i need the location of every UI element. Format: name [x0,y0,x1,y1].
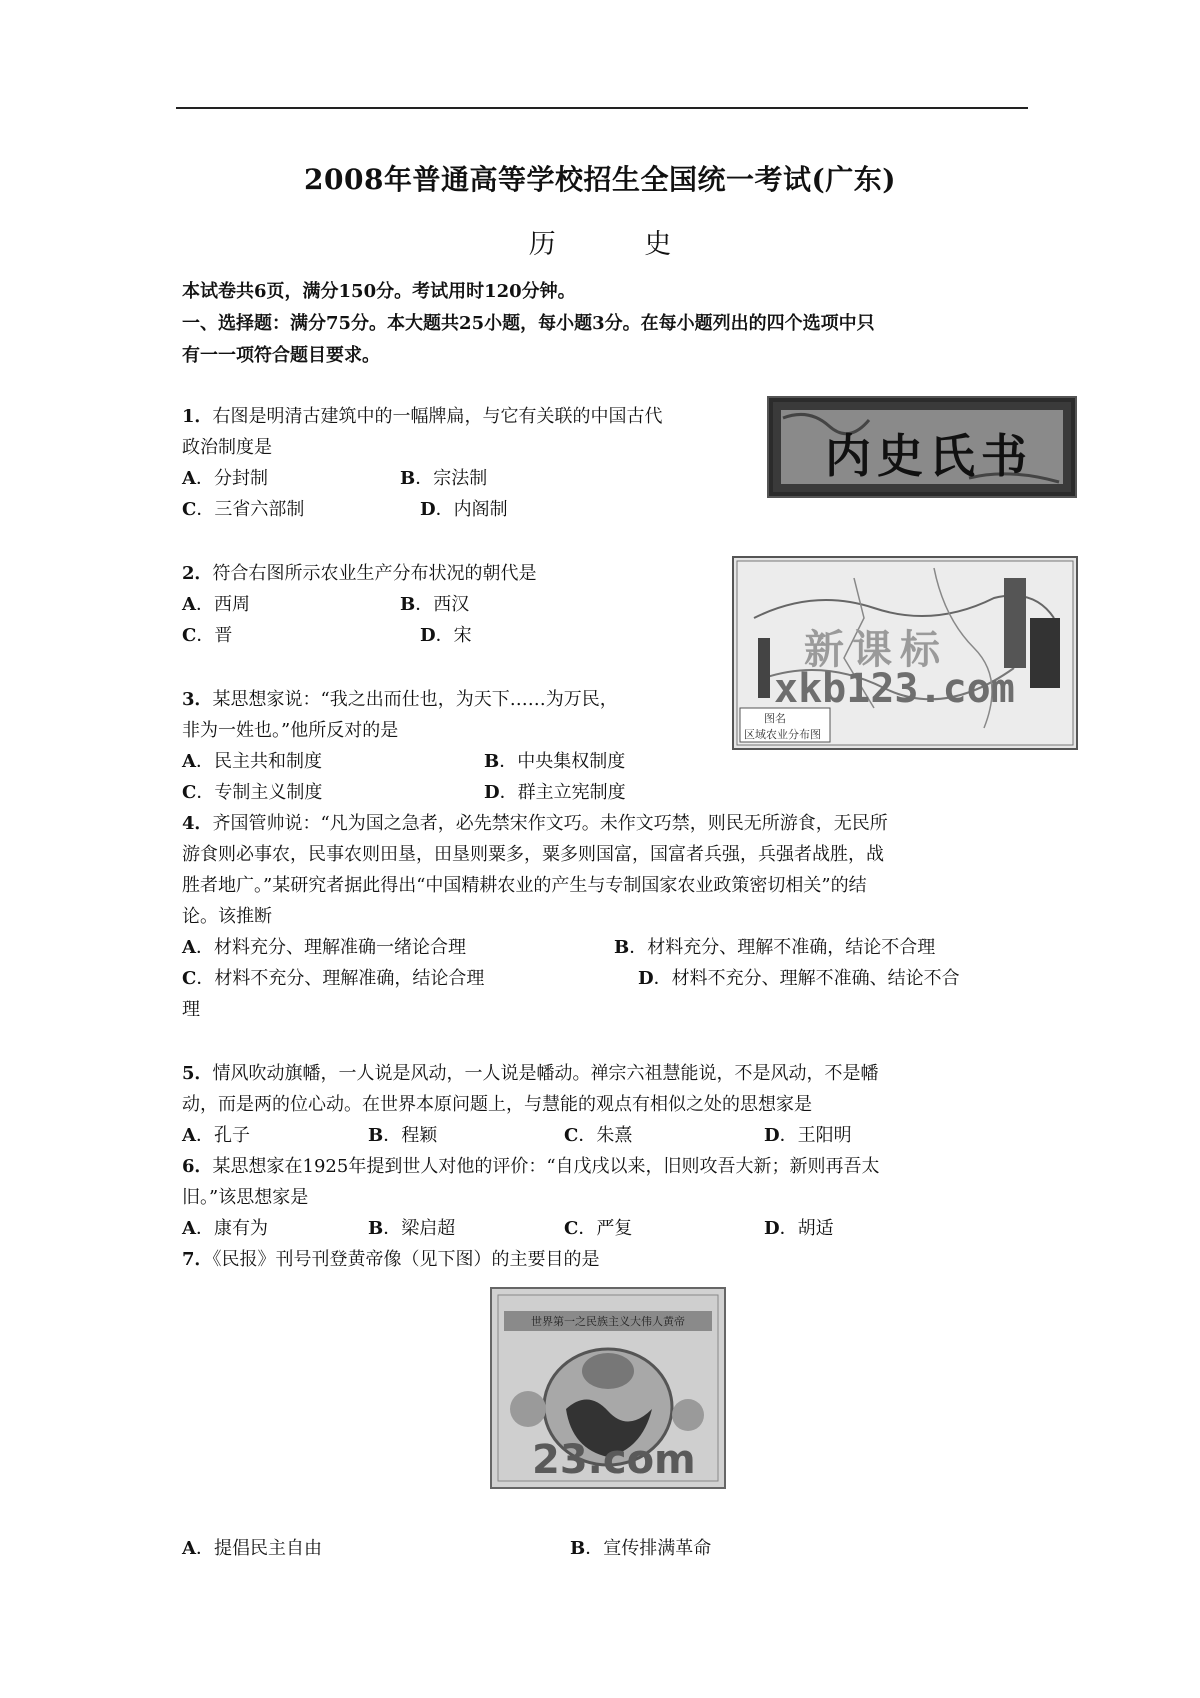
question-6 [182,1151,1032,1244]
option-letter: D [638,968,654,989]
option-letter: A [182,1538,196,1559]
option-text: ．梁启超 [383,1218,456,1239]
option-letter: D [420,499,436,520]
question-text: 右图是明清古建筑中的一幅牌扁，与它有关联的中国古代 [212,406,663,427]
options-row [182,777,882,808]
question-number: 1． [182,406,213,427]
question-text: 某思想家在1925年提到世人对他的评价：“自戊戌以来，旧则攻吾大新；新则再吾太 [212,1156,880,1177]
option-text: ．康有为 [195,1218,268,1239]
option-letter: A [182,468,196,489]
question-text: 旧。”该思想家是 [182,1187,309,1208]
top-rule [176,107,1028,109]
option-letter: D [420,625,436,646]
option-text: ．西周 [195,594,250,615]
option-text: ．材料不充分、理解准确，结论合理 [196,968,485,989]
option-text: ．群主立宪制度 [499,782,626,803]
intro-line: 有一一项符合题目要求。 [182,345,380,366]
options-row [182,463,742,494]
question-text: 胜者地广。”某研究者据此得出“中国精耕农业的产生与专制国家农业政策密切相关”的结 [182,875,867,896]
question-text: 情风吹动旗幡，一人说是风动，一人说是幡动。禅宗六祖慧能说，不是风动，不是幡 [212,1063,879,1084]
intro-line: 本试卷共6页，满分150分。考试用时120分钟。 [182,281,576,302]
option-text: ．西汉 [415,594,470,615]
options-row [182,1213,1032,1244]
options-row [182,589,702,620]
map-watermark: 新课标 [804,626,948,673]
option-text: ．分封制 [195,468,268,489]
option-text: ．宋 [435,625,472,646]
option-letter: B [400,594,416,615]
question-text: 非为一姓也。”他所反对的是 [182,720,399,741]
map-legend-title: 图名 [764,712,786,725]
option-text: ．中央集权制度 [499,751,626,772]
option-letter: B [570,1538,586,1559]
option-text: ．宣传排满革命 [585,1538,712,1559]
option-letter: A [182,937,196,958]
question-5 [182,1058,1032,1151]
question-text: 齐国管帅说：“凡为国之急者，必先禁宋作文巧。未作文巧禁，则民无所游食，无民所 [212,813,888,834]
options-row [182,620,702,651]
option-text: ．程颖 [383,1125,438,1146]
question-number: 3． [182,689,213,710]
option-text: ．提倡民主自由 [195,1538,322,1559]
option-letter: C [182,499,197,520]
question-text: 政治制度是 [182,437,272,458]
option-letter: A [182,1125,196,1146]
option-letter: C [564,1218,579,1239]
intro-line: 一、选择题：满分75分。本大题共25小题，每小题3分。在每小题列出的四个选项中只 [182,313,875,334]
map-legend-text: 区域农业分布图 [744,728,821,741]
option-text: ．材料充分、理解不准确，结论不合理 [629,937,936,958]
question-text: 《民报》刊号刊登黄帝像（见下图）的主要目的是 [212,1249,600,1270]
question-number: 5． [182,1063,213,1084]
options-row [182,746,882,777]
subject-title: 历 史 [528,229,712,260]
question-text: 某思想家说：“我之出而仕也，为天下……为万民， [212,689,618,710]
question-1 [182,401,742,525]
option-letter: B [368,1218,384,1239]
option-text: ．朱熹 [578,1125,633,1146]
exam-intro [182,276,1022,372]
option-letter: D [764,1125,780,1146]
option-text: ．民主共和制度 [195,751,322,772]
question-text: 动，而是两的位心动。在世界本原问题上，与慧能的观点有相似之处的思想家是 [182,1094,812,1115]
option-letter: B [400,468,416,489]
question-7-options [182,1533,1032,1564]
option-letter: C [182,625,197,646]
option-text: ．三省六部制 [196,499,305,520]
plaque-image [767,396,1077,498]
question-text: 游食则必事农，民事农则田垦，田垦则粟多，粟多则国富，国富者兵强，兵强者战胜，战 [182,844,884,865]
option-letter: C [182,968,197,989]
poster-caption: 世界第一之民族主义大伟人黄帝 [531,1315,685,1328]
options-row [182,1533,1032,1564]
question-text-wrap: 理 [182,999,200,1020]
option-letter: D [764,1218,780,1239]
option-letter: C [182,782,197,803]
option-letter: B [614,937,630,958]
option-letter: A [182,751,196,772]
question-number: 6． [182,1156,213,1177]
option-letter: B [484,751,500,772]
options-row [182,963,1032,994]
option-text: ．严复 [578,1218,633,1239]
option-letter: A [182,594,196,615]
question-3 [182,684,882,808]
options-row [182,494,742,525]
option-text: ．孔子 [195,1125,250,1146]
option-text: ．专制主义制度 [196,782,323,803]
question-4 [182,808,1032,1025]
plaque-text: 内史氏书 [825,429,1033,483]
question-number: 4． [182,813,213,834]
poster-watermark: 23.com [532,1437,696,1483]
option-text: ．宗法制 [415,468,488,489]
huangdi-poster [490,1287,726,1489]
option-text: ．材料充分、理解准确一绪论合理 [195,937,466,958]
option-letter: C [564,1125,579,1146]
option-letter: D [484,782,500,803]
option-letter: B [368,1125,384,1146]
exam-title: 2008年普通高等学校招生全国统一考试(广东) [304,163,896,196]
options-row [182,932,1032,963]
options-row [182,1120,1032,1151]
option-text: ．王阳明 [779,1125,852,1146]
question-2 [182,558,702,651]
question-text: 符合右图所示农业生产分布状况的朝代是 [212,563,537,584]
option-text: ．材料不充分、理解不准确、结论不合 [653,968,960,989]
question-number: 7． [182,1249,213,1270]
question-number: 2． [182,563,213,584]
question-7 [182,1244,1032,1275]
question-text: 论。该推断 [182,906,272,927]
option-text: ．内阁制 [435,499,508,520]
option-letter: A [182,1218,196,1239]
option-text: ．晋 [196,625,233,646]
map-watermark-url: xkb123.com [774,666,1015,712]
option-text: ．胡适 [779,1218,834,1239]
